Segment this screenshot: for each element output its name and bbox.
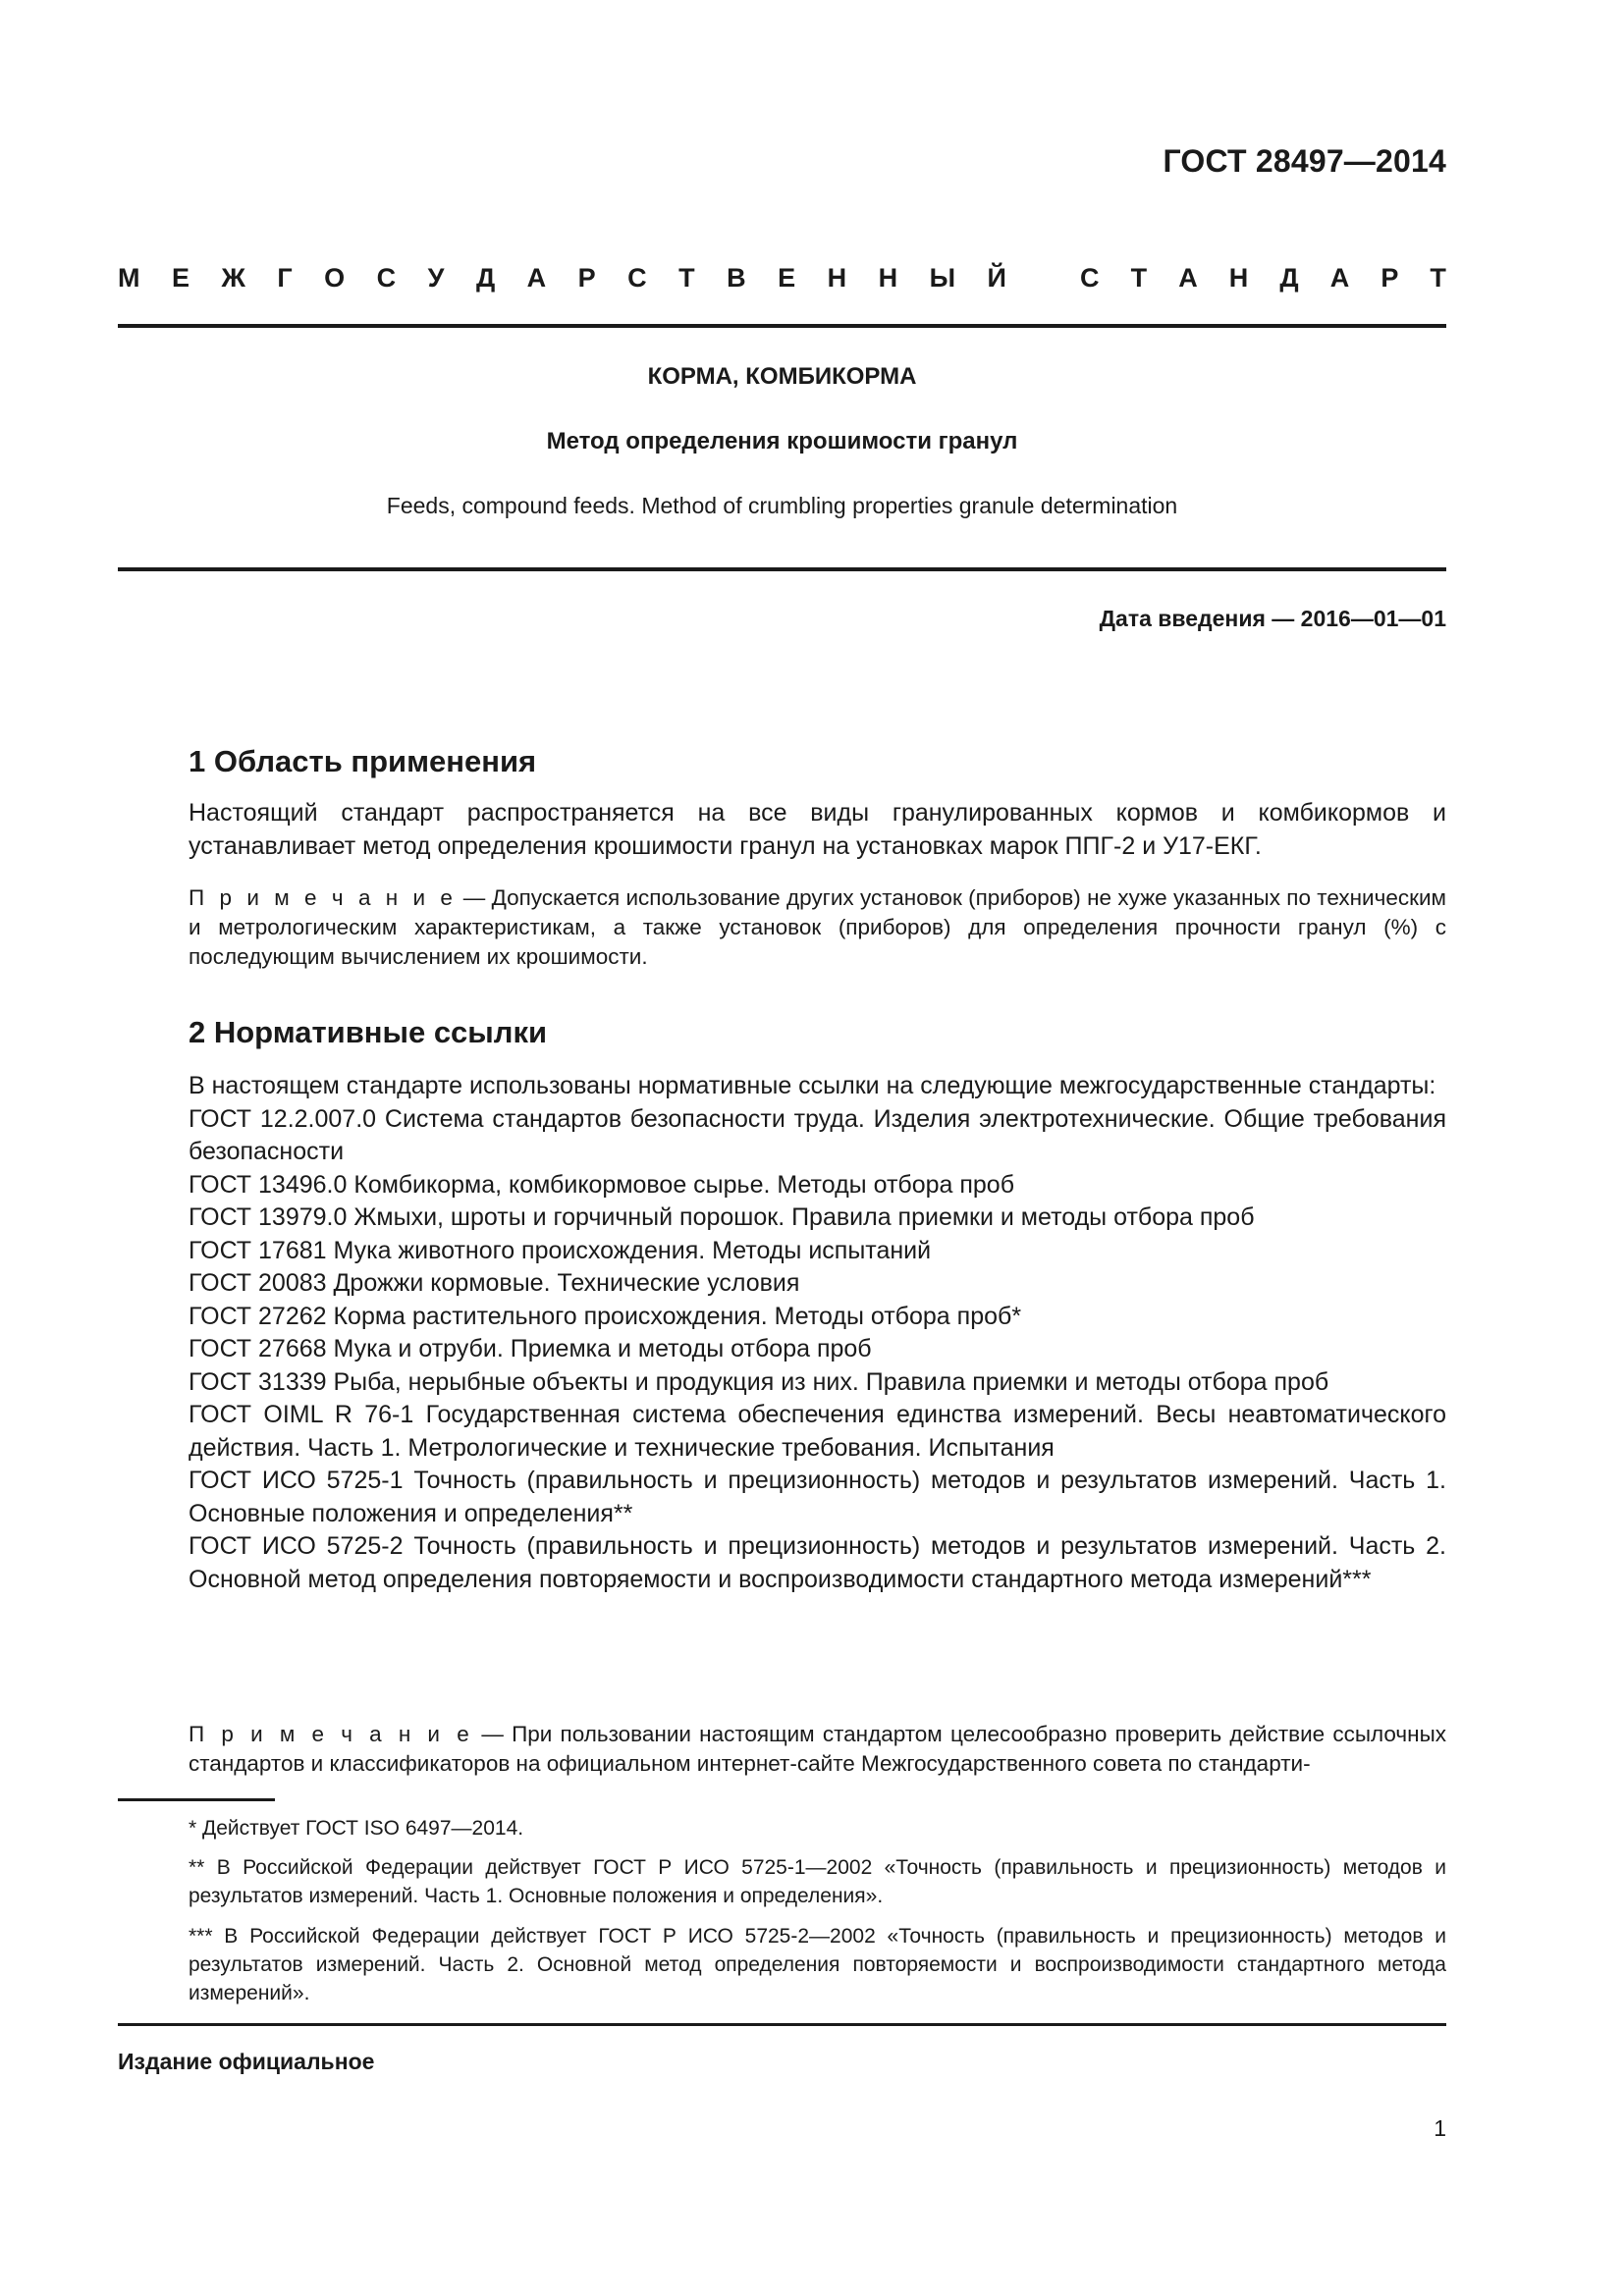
note-text: — При пользовании настоящим стандартом целесообразно проверить действие ссылочных стандартов и классификаторов на официальном интернет-сайте Межгосударственного совета по стандарти-	[189, 1722, 1446, 1776]
banner-letter: Т	[1430, 263, 1446, 293]
note-label: П р и м е ч а н и е	[189, 885, 458, 910]
scope-note	[118, 883, 1446, 972]
banner-letter: О	[324, 263, 346, 293]
banner-letter: Г	[277, 263, 293, 293]
reference-item: ГОСТ ИСО 5725-2 Точность (правильность и прецизионность) методов и результатов измерений. Часть 2. Основной метод определения повторяемости и воспроизводимости стандартного метода измерений***	[189, 1532, 1446, 1593]
banner-letter: Д	[475, 263, 496, 293]
section-heading-scope: 1 Область применения	[189, 744, 537, 778]
edition-label: Издание официальное	[118, 2049, 375, 2074]
banner-letter: У	[427, 263, 445, 293]
footnote-2	[118, 1853, 1446, 1910]
banner-letter: Е	[778, 263, 796, 293]
banner-letter: Й	[987, 263, 1006, 293]
banner-letter: Р	[1380, 263, 1399, 293]
document-number: ГОСТ 28497—2014	[1163, 143, 1446, 179]
introduction-date: Дата введения — 2016—01—01	[1099, 606, 1446, 631]
reference-item: ГОСТ 12.2.007.0 Система стандартов безопасности труда. Изделия электротехнические. Общие требования безопасности	[189, 1104, 1446, 1165]
reference-item: ГОСТ 17681 Мука животного происхождения. Методы испытаний	[189, 1236, 932, 1264]
footnote-text: * Действует ГОСТ ISO 6497—2014.	[189, 1817, 524, 1840]
note-paragraph	[118, 883, 1446, 972]
banner-letter: Р	[577, 263, 596, 293]
references-note	[118, 1720, 1446, 1779]
footnote-text: ** В Российской Федерации действует ГОСТ Р ИСО 5725-1—2002 «Точность (правильность и прецизионность) методов и результатов измерений. Часть 1. Основные положения и определения».	[189, 1856, 1446, 1907]
banner-letter: А	[1178, 263, 1198, 293]
reference-item: ГОСТ 13979.0 Жмыхи, шроты и горчичный порошок. Правила приемки и методы отбора проб	[189, 1203, 1255, 1231]
paragraph-text: Настоящий стандарт распространяется на все виды гранулированных кормов и комбикормов и устанавливает метод определения крошимости гранул на установках марок ППГ-2 и У17-ЕКГ.	[189, 799, 1446, 860]
note-text: — Допускается использование других установок (приборов) не хуже указанных по техническим и метрологическим характеристикам, а также установок (приборов) для определения прочности гранул (%) с последующим вычислением их крошимости.	[189, 885, 1446, 969]
banner-letter: Т	[678, 263, 695, 293]
banner-letter: Н	[1228, 263, 1249, 293]
references-block	[118, 1070, 1446, 1596]
banner-letter: В	[727, 263, 746, 293]
title-divider	[118, 567, 1446, 571]
reference-item: ГОСТ OIML R 76-1 Государственная система обеспечения единства измерений. Весы неавтоматического действия. Часть 1. Метрологические и технические требования. Испытания	[189, 1401, 1446, 1462]
interstate-standard-banner	[118, 263, 1446, 294]
header-divider	[118, 324, 1446, 328]
banner-letter: А	[526, 263, 547, 293]
reference-item: ГОСТ 20083 Дрожжи кормовые. Технические условия	[189, 1269, 800, 1297]
section-heading-references: 2 Нормативные ссылки	[189, 1015, 548, 1049]
banner-letter: Т	[1130, 263, 1148, 293]
reference-item: ГОСТ 27668 Мука и отруби. Приемка и методы отбора проб	[189, 1335, 872, 1362]
reference-item: ГОСТ 27262 Корма растительного происхождения. Методы отбора проб*	[189, 1302, 1022, 1330]
footnote-separator	[118, 1798, 275, 1801]
footnote-3	[118, 1922, 1446, 2007]
banner-letter: Н	[827, 263, 847, 293]
banner-letter: С	[376, 263, 397, 293]
scope-paragraph	[118, 797, 1446, 863]
footnote-text: *** В Российской Федерации действует ГОСТ Р ИСО 5725-2—2002 «Точность (правильность и прецизионность) методов и результатов измерений. Часть 2. Основной метод определения повторяемости и воспроизводимости стандартного метода измерений».	[189, 1925, 1446, 2004]
banner-letter: С	[627, 263, 647, 293]
references-intro: В настоящем стандарте использованы нормативные ссылки на следующие межгосударственные стандарты:	[189, 1072, 1436, 1099]
reference-item: ГОСТ 31339 Рыба, нерыбные объекты и продукция из них. Правила приемки и методы отбора проб	[189, 1367, 1329, 1396]
reference-item: ГОСТ ИСО 5725-1 Точность (правильность и прецизионность) методов и результатов измерений. Часть 1. Основные положения и определения**	[189, 1467, 1446, 1527]
banner-letter: А	[1329, 263, 1350, 293]
page-number: 1	[1434, 2115, 1446, 2141]
reference-item: ГОСТ 13496.0 Комбикорма, комбикормовое сырье. Методы отбора проб	[189, 1170, 1015, 1199]
banner-letter: Ж	[221, 263, 245, 293]
footnote-1	[118, 1814, 1446, 1842]
banner-letter: Ы	[929, 263, 956, 293]
document-title-english: Feeds, compound feeds. Method of crumbling properties granule determination	[386, 493, 1178, 518]
document-title: КОРМА, КОМБИКОРМА	[647, 363, 917, 390]
banner-letter: С	[1080, 263, 1100, 293]
footer-divider	[118, 2023, 1446, 2026]
banner-letter: Н	[878, 263, 898, 293]
banner-word-standard	[1080, 263, 1446, 294]
banner-word-interstate	[118, 263, 1006, 294]
note-label: П р и м е ч а н и е	[189, 1722, 474, 1746]
banner-letter: М	[118, 263, 140, 293]
note-paragraph	[118, 1720, 1446, 1779]
banner-letter: Е	[171, 263, 189, 293]
document-subtitle: Метод определения крошимости гранул	[546, 428, 1018, 454]
banner-letter: Д	[1279, 263, 1299, 293]
document-page	[118, 0, 1446, 2296]
